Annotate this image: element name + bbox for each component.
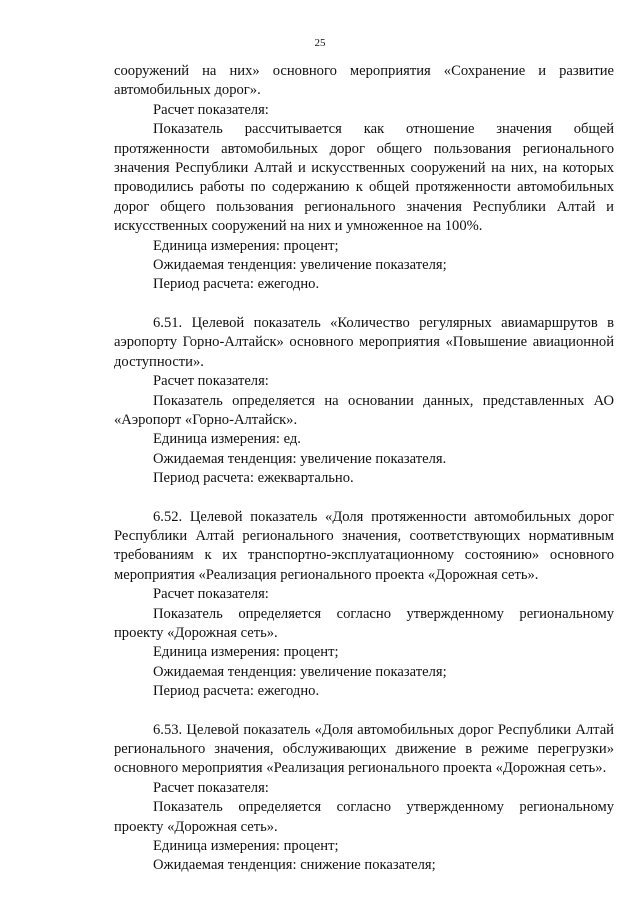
paragraph: Период расчета: ежегодно. [153,276,320,293]
section-spacer [114,489,614,508]
paragraph: Единица измерения: процент; [153,237,339,254]
paragraph: Показатель определяется согласно утвержденному региональному проекту «Дорожная сеть». [114,799,614,835]
paragraph: Расчет показателя: [153,779,269,796]
paragraph: Ожидаемая тенденция: увеличение показателя. [153,450,447,467]
paragraph: Расчет показателя: [153,373,269,390]
paragraph: Показатель рассчитывается как отношение значения общей протяженности автомобильных дорог общего пользования регионального значения Республики Алтай и искусственных сооружений на них, на которых проводились работы по содержанию к общей протяженности автомобильных дорог общего пользования регионального значения Республики Алтай и искусственных сооружений на них и умноженное на 100%. [114,121,614,235]
paragraph: Единица измерения: процент; [153,644,339,661]
paragraph: Ожидаемая тенденция: снижение показателя; [153,857,436,874]
paragraph: 6.52. Целевой показатель «Доля протяженности автомобильных дорог Республики Алтай регионального значения, соответствующих нормативным требованиям к их транспортно-эксплуатационному состоянию» основного мероприятия «Реализация регионального проекта «Дорожная сеть». [114,508,614,583]
paragraph: Показатель определяется согласно утвержденному региональному проекту «Дорожная сеть». [114,605,614,641]
section-spacer [114,295,614,314]
section-spacer [114,702,614,721]
paragraph: Единица измерения: ед. [153,431,301,448]
paragraph: Ожидаемая тенденция: увеличение показателя; [153,257,447,274]
paragraph: 6.51. Целевой показатель «Количество регулярных авиамаршрутов в аэропорту Горно-Алтайск» основного мероприятия «Повышение авиационной доступности». [114,314,614,370]
paragraph: 6.53. Целевой показатель «Доля автомобильных дорог Республики Алтай регионального значения, обслуживающих движение в режиме перегрузки» основного мероприятия «Реализация регионального проекта «Дорожная сеть». [114,721,614,777]
paragraph: сооружений на них» основного мероприятия «Сохранение и развитие автомобильных дорог». [114,63,614,99]
document-body [114,62,614,876]
paragraph: Ожидаемая тенденция: увеличение показателя; [153,663,447,680]
paragraph: Показатель определяется на основании данных, представленных АО «Аэропорт «Горно-Алтайск». [114,392,614,428]
paragraph: Расчет показателя: [153,101,269,118]
paragraph: Период расчета: ежегодно. [153,683,320,700]
paragraph: Период расчета: ежеквартально. [153,470,354,487]
paragraph: Единица измерения: процент; [153,838,339,855]
paragraph: Расчет показателя: [153,586,269,603]
page-number: 25 [314,37,326,49]
